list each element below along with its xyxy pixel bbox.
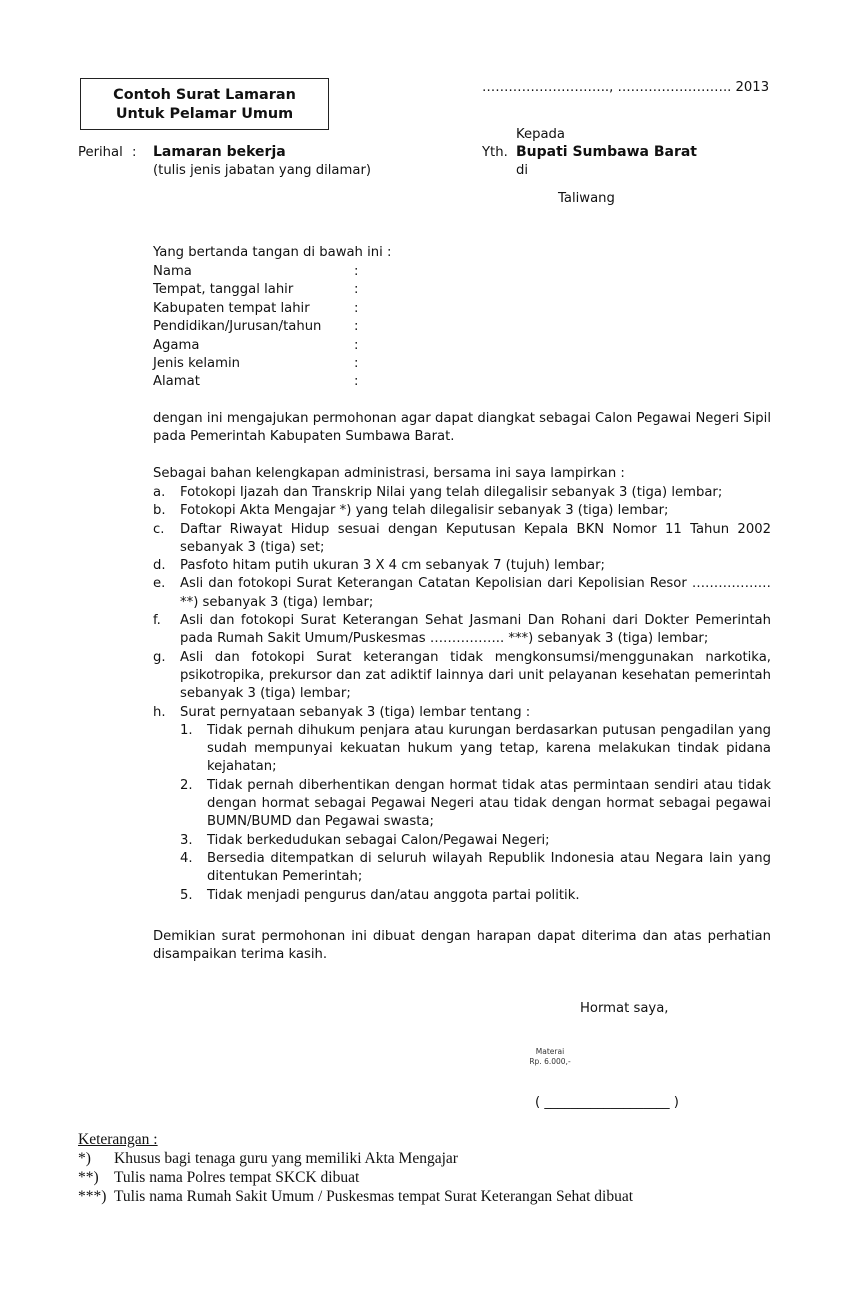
attachment-item — [153, 704, 771, 722]
statement-item — [180, 850, 771, 887]
stamp-duty-label — [525, 1047, 575, 1067]
note-text: Tulis nama Polres tempat SKCK dibuat — [114, 1169, 360, 1186]
field-row — [153, 301, 359, 316]
field-label: Jenis kelamin — [153, 356, 240, 371]
field-colon: : — [354, 264, 359, 279]
item-text: Tidak pernah dihukum penjara atau kurungan berdasarkan putusan pengadilan yang sudah mempunyai kekuatan hukum yang tetap, karena melakukan tindak pidana kejahatan; — [207, 722, 771, 775]
subject-label: Perihal — [78, 145, 123, 160]
subject-value: Lamaran bekerja — [153, 144, 286, 160]
item-text: Bersedia ditempatkan di seluruh wilayah Republik Indonesia atau Negara lain yang ditentukan Pemerintah; — [207, 850, 771, 885]
field-colon: : — [354, 282, 359, 297]
field-label: Pendidikan/Jurusan/tahun — [153, 319, 322, 334]
intro-text: Yang bertanda tangan di bawah ini : — [153, 245, 392, 260]
note-item — [78, 1187, 633, 1206]
stamp-line-1: Materai — [535, 1047, 565, 1056]
stamp-line-2: Rp. 6.000,- — [529, 1057, 571, 1066]
item-marker: 3. — [180, 832, 193, 848]
field-row — [153, 282, 359, 297]
attachment-item — [153, 649, 771, 704]
field-label: Kabupaten tempat lahir — [153, 301, 310, 316]
item-marker: 4. — [180, 850, 193, 866]
notes-heading: Keterangan : — [78, 1131, 158, 1148]
note-item — [78, 1149, 633, 1168]
item-text: Asli dan fotokopi Surat Keterangan Sehat Jasmani Dan Rohani dari Dokter Pemerintah pada Rumah Sakit Umum/Puskesmas …………….. ***) sebanyak 3 (tiga) lembar; — [180, 613, 771, 647]
recipient-name: Bupati Sumbawa Barat — [516, 144, 697, 160]
subject-hint: (tulis jenis jabatan yang dilamar) — [153, 163, 372, 178]
field-row — [153, 338, 359, 353]
field-row — [153, 319, 359, 334]
item-marker: e. — [153, 576, 166, 592]
signature-salutation: Hormat saya, — [580, 1001, 669, 1016]
field-label: Alamat — [153, 374, 200, 389]
statement-item — [180, 722, 771, 777]
field-row — [153, 264, 359, 279]
note-item — [78, 1168, 633, 1187]
item-text: Asli dan fotokopi Surat keterangan tidak mengkonsumsi/menggunakan narkotika, psikotropika, prekursor dan zat adiktif lainnya dari unit pelayanan kesehatan pemerintah sebanyak 3 (tiga) lembar; — [180, 649, 771, 702]
field-colon: : — [354, 374, 359, 389]
attachment-item — [153, 521, 771, 558]
recipient-city: Taliwang — [558, 191, 615, 206]
field-label: Nama — [153, 264, 192, 279]
item-text: Tidak pernah diberhentikan dengan hormat tidak atas permintaan sendiri atau tidak dengan hormat sebagai Pegawai Negeri atau tidak dengan hormat sebagai pegawai BUMN/BUMD dan Pegawai swasta; — [207, 777, 771, 830]
item-marker: g. — [153, 649, 166, 665]
date-line: ……………………….., …………………….. 2013 — [482, 80, 770, 95]
subject-colon: : — [132, 145, 137, 160]
item-marker: c. — [153, 521, 165, 537]
signature-name-line: ( ___________________ ) — [535, 1095, 679, 1110]
title-line-2: Untuk Pelamar Umum — [115, 106, 294, 122]
attachment-item — [153, 575, 771, 612]
item-marker: 2. — [180, 777, 193, 793]
note-text: Khusus bagi tenaga guru yang memiliki Akta Mengajar — [114, 1150, 458, 1167]
recipient-kepada: Kepada — [516, 127, 566, 142]
title-line-1: Contoh Surat Lamaran — [113, 87, 296, 103]
field-label: Tempat, tanggal lahir — [153, 282, 294, 297]
item-marker: b. — [153, 503, 166, 519]
field-row — [153, 356, 359, 371]
notes-section — [78, 1130, 633, 1206]
item-marker: 5. — [180, 887, 193, 903]
recipient-yth: Yth. — [482, 145, 508, 160]
note-marker: **) — [78, 1169, 99, 1186]
item-marker: d. — [153, 558, 166, 574]
item-text: Fotokopi Akta Mengajar *) yang telah dilegalisir sebanyak 3 (tiga) lembar; — [180, 503, 669, 519]
statement-item — [180, 887, 771, 905]
statement-item — [180, 832, 771, 850]
field-colon: : — [354, 319, 359, 334]
field-colon: : — [354, 356, 359, 371]
attachment-item — [153, 484, 771, 502]
note-marker: ***) — [78, 1188, 107, 1205]
item-text: Pasfoto hitam putih ukuran 3 X 4 cm sebanyak 7 (tujuh) lembar; — [180, 558, 605, 574]
attachments-intro: Sebagai bahan kelengkapan administrasi, bersama ini saya lampirkan : — [153, 466, 625, 481]
attachments-list — [153, 484, 771, 905]
request-paragraph: dengan ini mengajukan permohonan agar dapat diangkat sebagai Calon Pegawai Negeri Sipil pada Pemerintah Kabupaten Sumbawa Barat. — [153, 411, 771, 445]
item-marker: h. — [153, 704, 166, 720]
attachment-item — [153, 612, 771, 649]
statement-item — [180, 777, 771, 832]
note-text: Tulis nama Rumah Sakit Umum / Puskesmas tempat Surat Keterangan Sehat dibuat — [114, 1188, 634, 1205]
attachment-item — [153, 557, 771, 575]
item-text: Asli dan fotokopi Surat Keterangan Catatan Kepolisian dari Kepolisian Resor ……………… **) sebanyak 3 (tiga) lembar; — [180, 576, 771, 610]
field-row — [153, 374, 359, 389]
closing-paragraph: Demikian surat permohonan ini dibuat dengan harapan dapat diterima dan atas perhatian disampaikan terima kasih. — [153, 929, 771, 963]
field-colon: : — [354, 301, 359, 316]
item-text: Fotokopi Ijazah dan Transkrip Nilai yang telah dilegalisir sebanyak 3 (tiga) lembar; — [180, 485, 723, 500]
item-marker: f. — [153, 613, 161, 629]
item-marker: 1. — [180, 722, 193, 738]
document-title-box — [80, 78, 329, 130]
item-marker: a. — [153, 485, 166, 500]
item-text: Surat pernyataan sebanyak 3 (tiga) lembar tentang : — [180, 704, 531, 720]
field-label: Agama — [153, 338, 200, 353]
item-text: Daftar Riwayat Hidup sesuai dengan Keputusan Kepala BKN Nomor 11 Tahun 2002 sebanyak 3 (tiga) set; — [180, 521, 771, 555]
note-marker: *) — [78, 1150, 91, 1167]
attachment-item — [153, 502, 771, 520]
recipient-di: di — [516, 163, 529, 178]
field-colon: : — [354, 338, 359, 353]
item-text: Tidak berkedudukan sebagai Calon/Pegawai Negeri; — [207, 832, 550, 848]
item-text: Tidak menjadi pengurus dan/atau anggota partai politik. — [207, 887, 580, 903]
